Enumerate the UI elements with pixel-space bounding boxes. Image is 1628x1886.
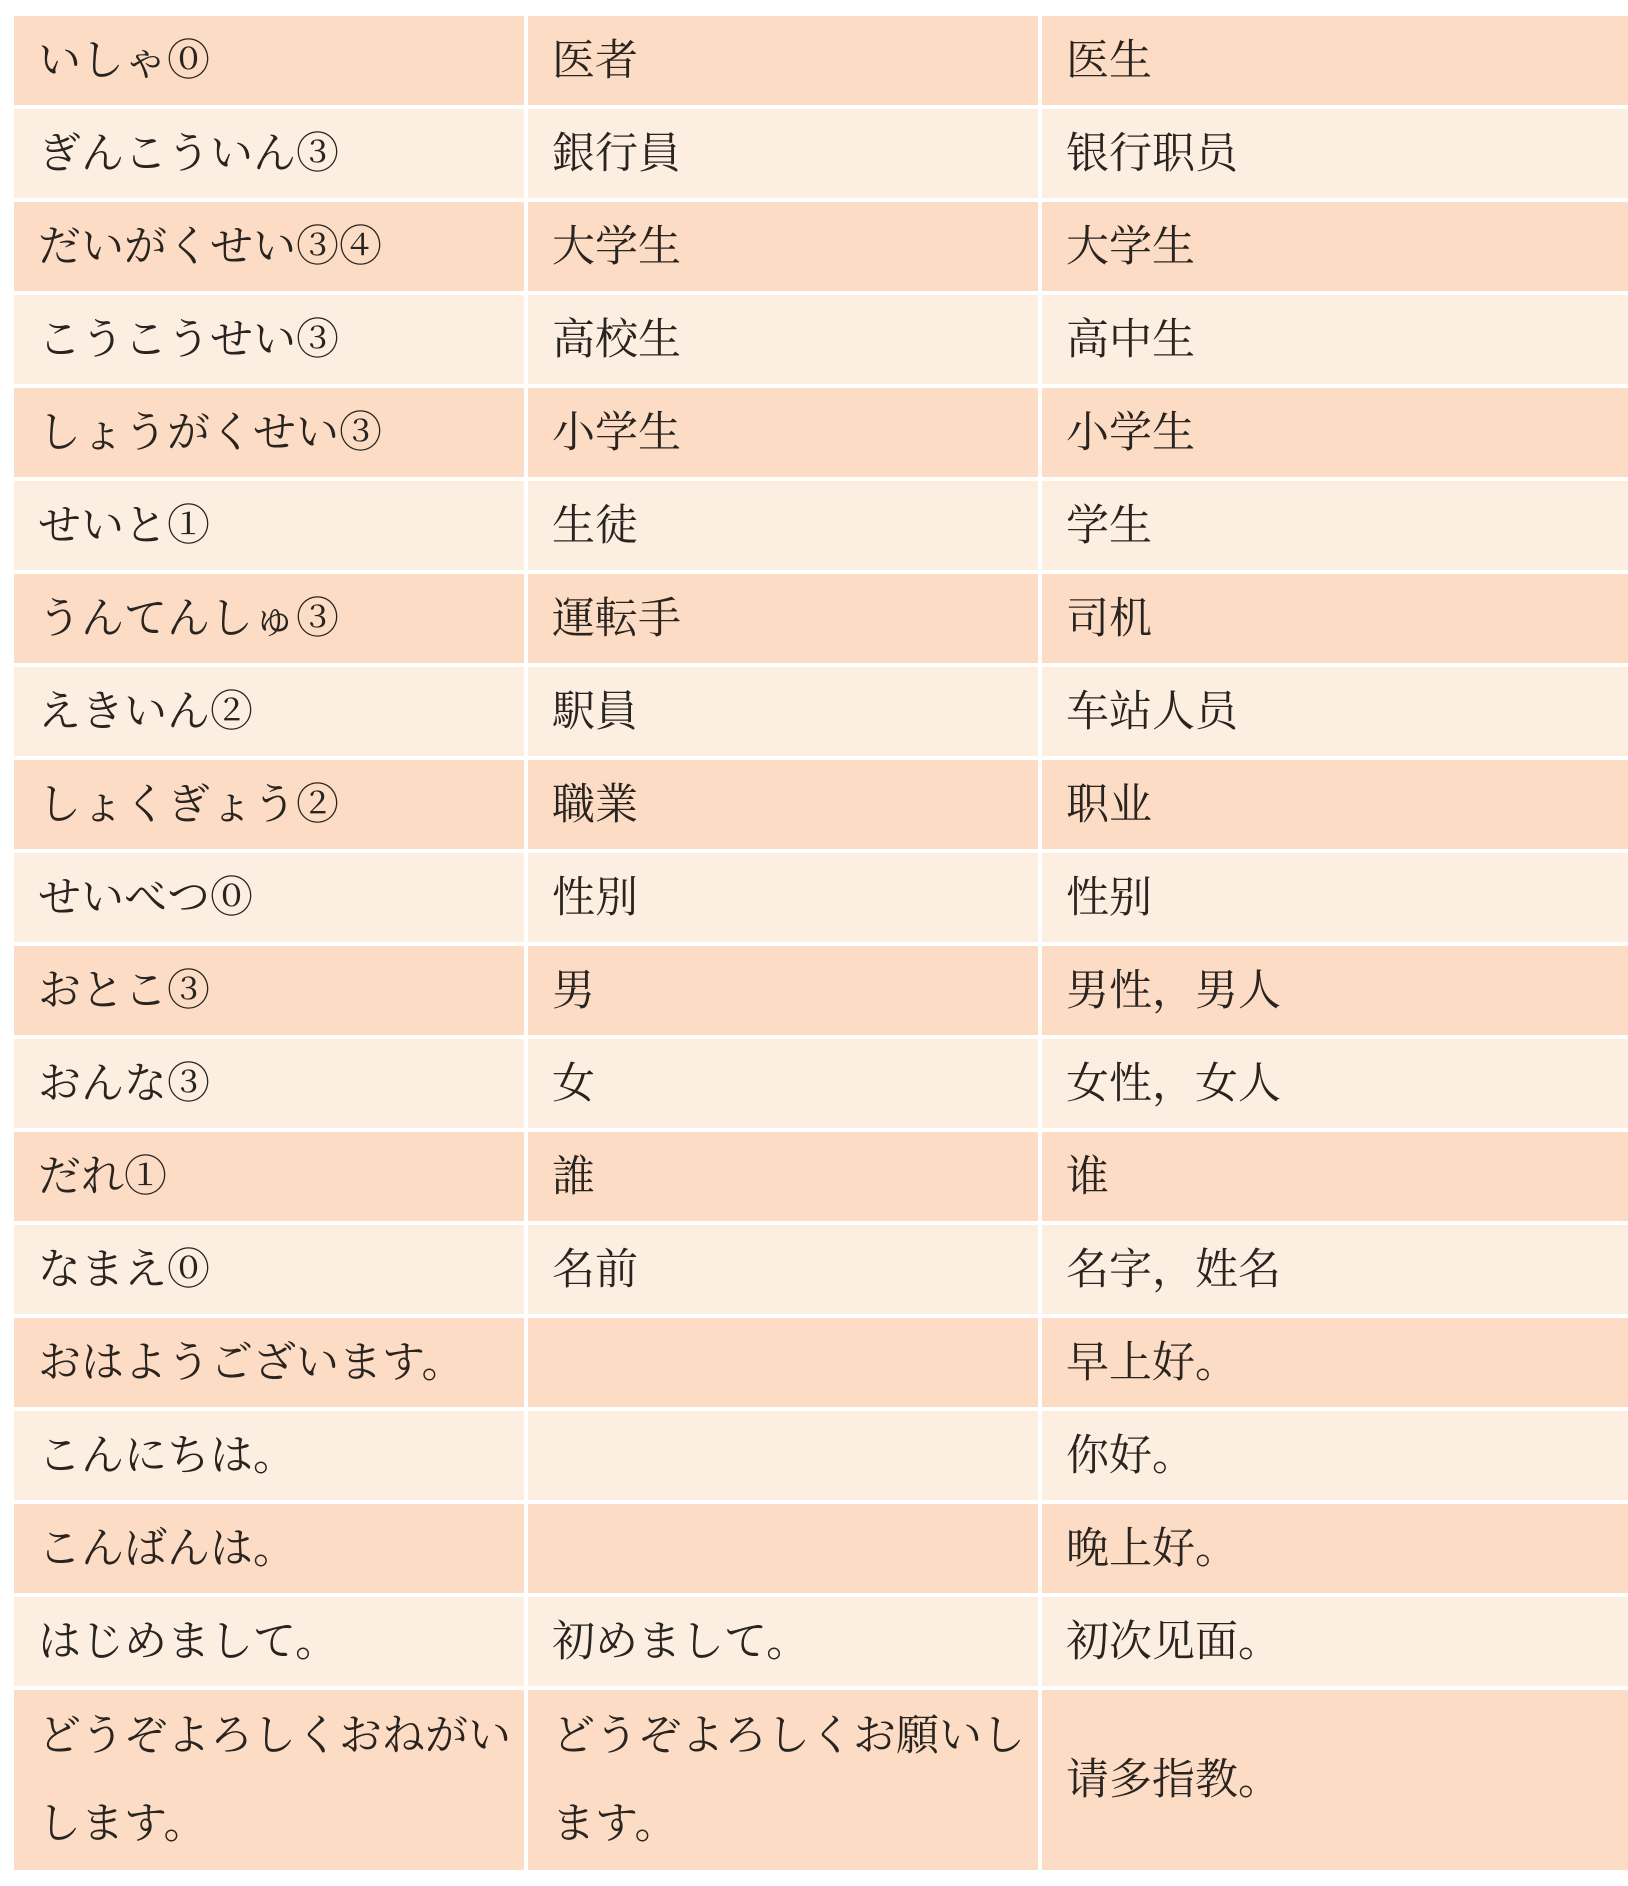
meaning-cell: 晚上好。 <box>1042 1504 1628 1593</box>
table-row <box>14 295 1628 384</box>
kanji-cell: 銀行員 <box>528 109 1038 198</box>
reading-cell: おとこ③ <box>14 946 524 1035</box>
meaning-cell: 学生 <box>1042 481 1628 570</box>
reading-cell: こんにちは。 <box>14 1411 524 1500</box>
table-row <box>14 388 1628 477</box>
reading-cell: こうこうせい③ <box>14 295 524 384</box>
kanji-cell: 駅員 <box>528 667 1038 756</box>
reading-cell: せいべつ⓪ <box>14 853 524 942</box>
kanji-cell: 小学生 <box>528 388 1038 477</box>
meaning-cell: 高中生 <box>1042 295 1628 384</box>
reading-cell: なまえ⓪ <box>14 1225 524 1314</box>
reading-cell: しょうがくせい③ <box>14 388 524 477</box>
table-row <box>14 1411 1628 1500</box>
meaning-cell: 你好。 <box>1042 1411 1628 1500</box>
kanji-cell: 大学生 <box>528 202 1038 291</box>
kanji-cell: 生徒 <box>528 481 1038 570</box>
kanji-cell: 職業 <box>528 760 1038 849</box>
reading-cell: しょくぎょう② <box>14 760 524 849</box>
meaning-cell: 车站人员 <box>1042 667 1628 756</box>
meaning-cell: 司机 <box>1042 574 1628 663</box>
table-row <box>14 481 1628 570</box>
table-row <box>14 667 1628 756</box>
reading-cell: だれ① <box>14 1132 524 1221</box>
meaning-cell: 名字，姓名 <box>1042 1225 1628 1314</box>
reading-cell: どうぞよろしくおねがいします。 <box>14 1690 524 1870</box>
meaning-cell: 职业 <box>1042 760 1628 849</box>
reading-cell: だいがくせい③④ <box>14 202 524 291</box>
table-row <box>14 109 1628 198</box>
vocabulary-table <box>10 12 1628 1874</box>
kanji-cell: 性別 <box>528 853 1038 942</box>
kanji-cell: 医者 <box>528 16 1038 105</box>
meaning-cell: 小学生 <box>1042 388 1628 477</box>
reading-cell: おんな③ <box>14 1039 524 1128</box>
kanji-cell: 名前 <box>528 1225 1038 1314</box>
table-row <box>14 946 1628 1035</box>
meaning-cell: 银行职员 <box>1042 109 1628 198</box>
table-row <box>14 1690 1628 1870</box>
meaning-cell: 初次见面。 <box>1042 1597 1628 1686</box>
reading-cell: おはようございます。 <box>14 1318 524 1407</box>
table-row <box>14 1225 1628 1314</box>
reading-cell: はじめまして。 <box>14 1597 524 1686</box>
table-row <box>14 202 1628 291</box>
table-row <box>14 853 1628 942</box>
meaning-cell: 医生 <box>1042 16 1628 105</box>
meaning-cell: 请多指教。 <box>1042 1690 1628 1870</box>
kanji-cell: 女 <box>528 1039 1038 1128</box>
kanji-cell <box>528 1504 1038 1593</box>
kanji-cell <box>528 1411 1038 1500</box>
table-row <box>14 1132 1628 1221</box>
kanji-cell <box>528 1318 1038 1407</box>
table-row <box>14 1597 1628 1686</box>
reading-cell: こんばんは。 <box>14 1504 524 1593</box>
table-row <box>14 760 1628 849</box>
kanji-cell: 男 <box>528 946 1038 1035</box>
reading-cell: えきいん② <box>14 667 524 756</box>
meaning-cell: 男性，男人 <box>1042 946 1628 1035</box>
kanji-cell: 高校生 <box>528 295 1038 384</box>
meaning-cell: 性别 <box>1042 853 1628 942</box>
meaning-cell: 早上好。 <box>1042 1318 1628 1407</box>
meaning-cell: 谁 <box>1042 1132 1628 1221</box>
table-row <box>14 1039 1628 1128</box>
kanji-cell: 運転手 <box>528 574 1038 663</box>
reading-cell: ぎんこういん③ <box>14 109 524 198</box>
reading-cell: うんてんしゅ③ <box>14 574 524 663</box>
meaning-cell: 大学生 <box>1042 202 1628 291</box>
table-row <box>14 574 1628 663</box>
table-row <box>14 1504 1628 1593</box>
kanji-cell: どうぞよろしくお願いします。 <box>528 1690 1038 1870</box>
meaning-cell: 女性，女人 <box>1042 1039 1628 1128</box>
table-row <box>14 1318 1628 1407</box>
reading-cell: せいと① <box>14 481 524 570</box>
reading-cell: いしゃ⓪ <box>14 16 524 105</box>
kanji-cell: 初めまして。 <box>528 1597 1038 1686</box>
kanji-cell: 誰 <box>528 1132 1038 1221</box>
table-row <box>14 16 1628 105</box>
